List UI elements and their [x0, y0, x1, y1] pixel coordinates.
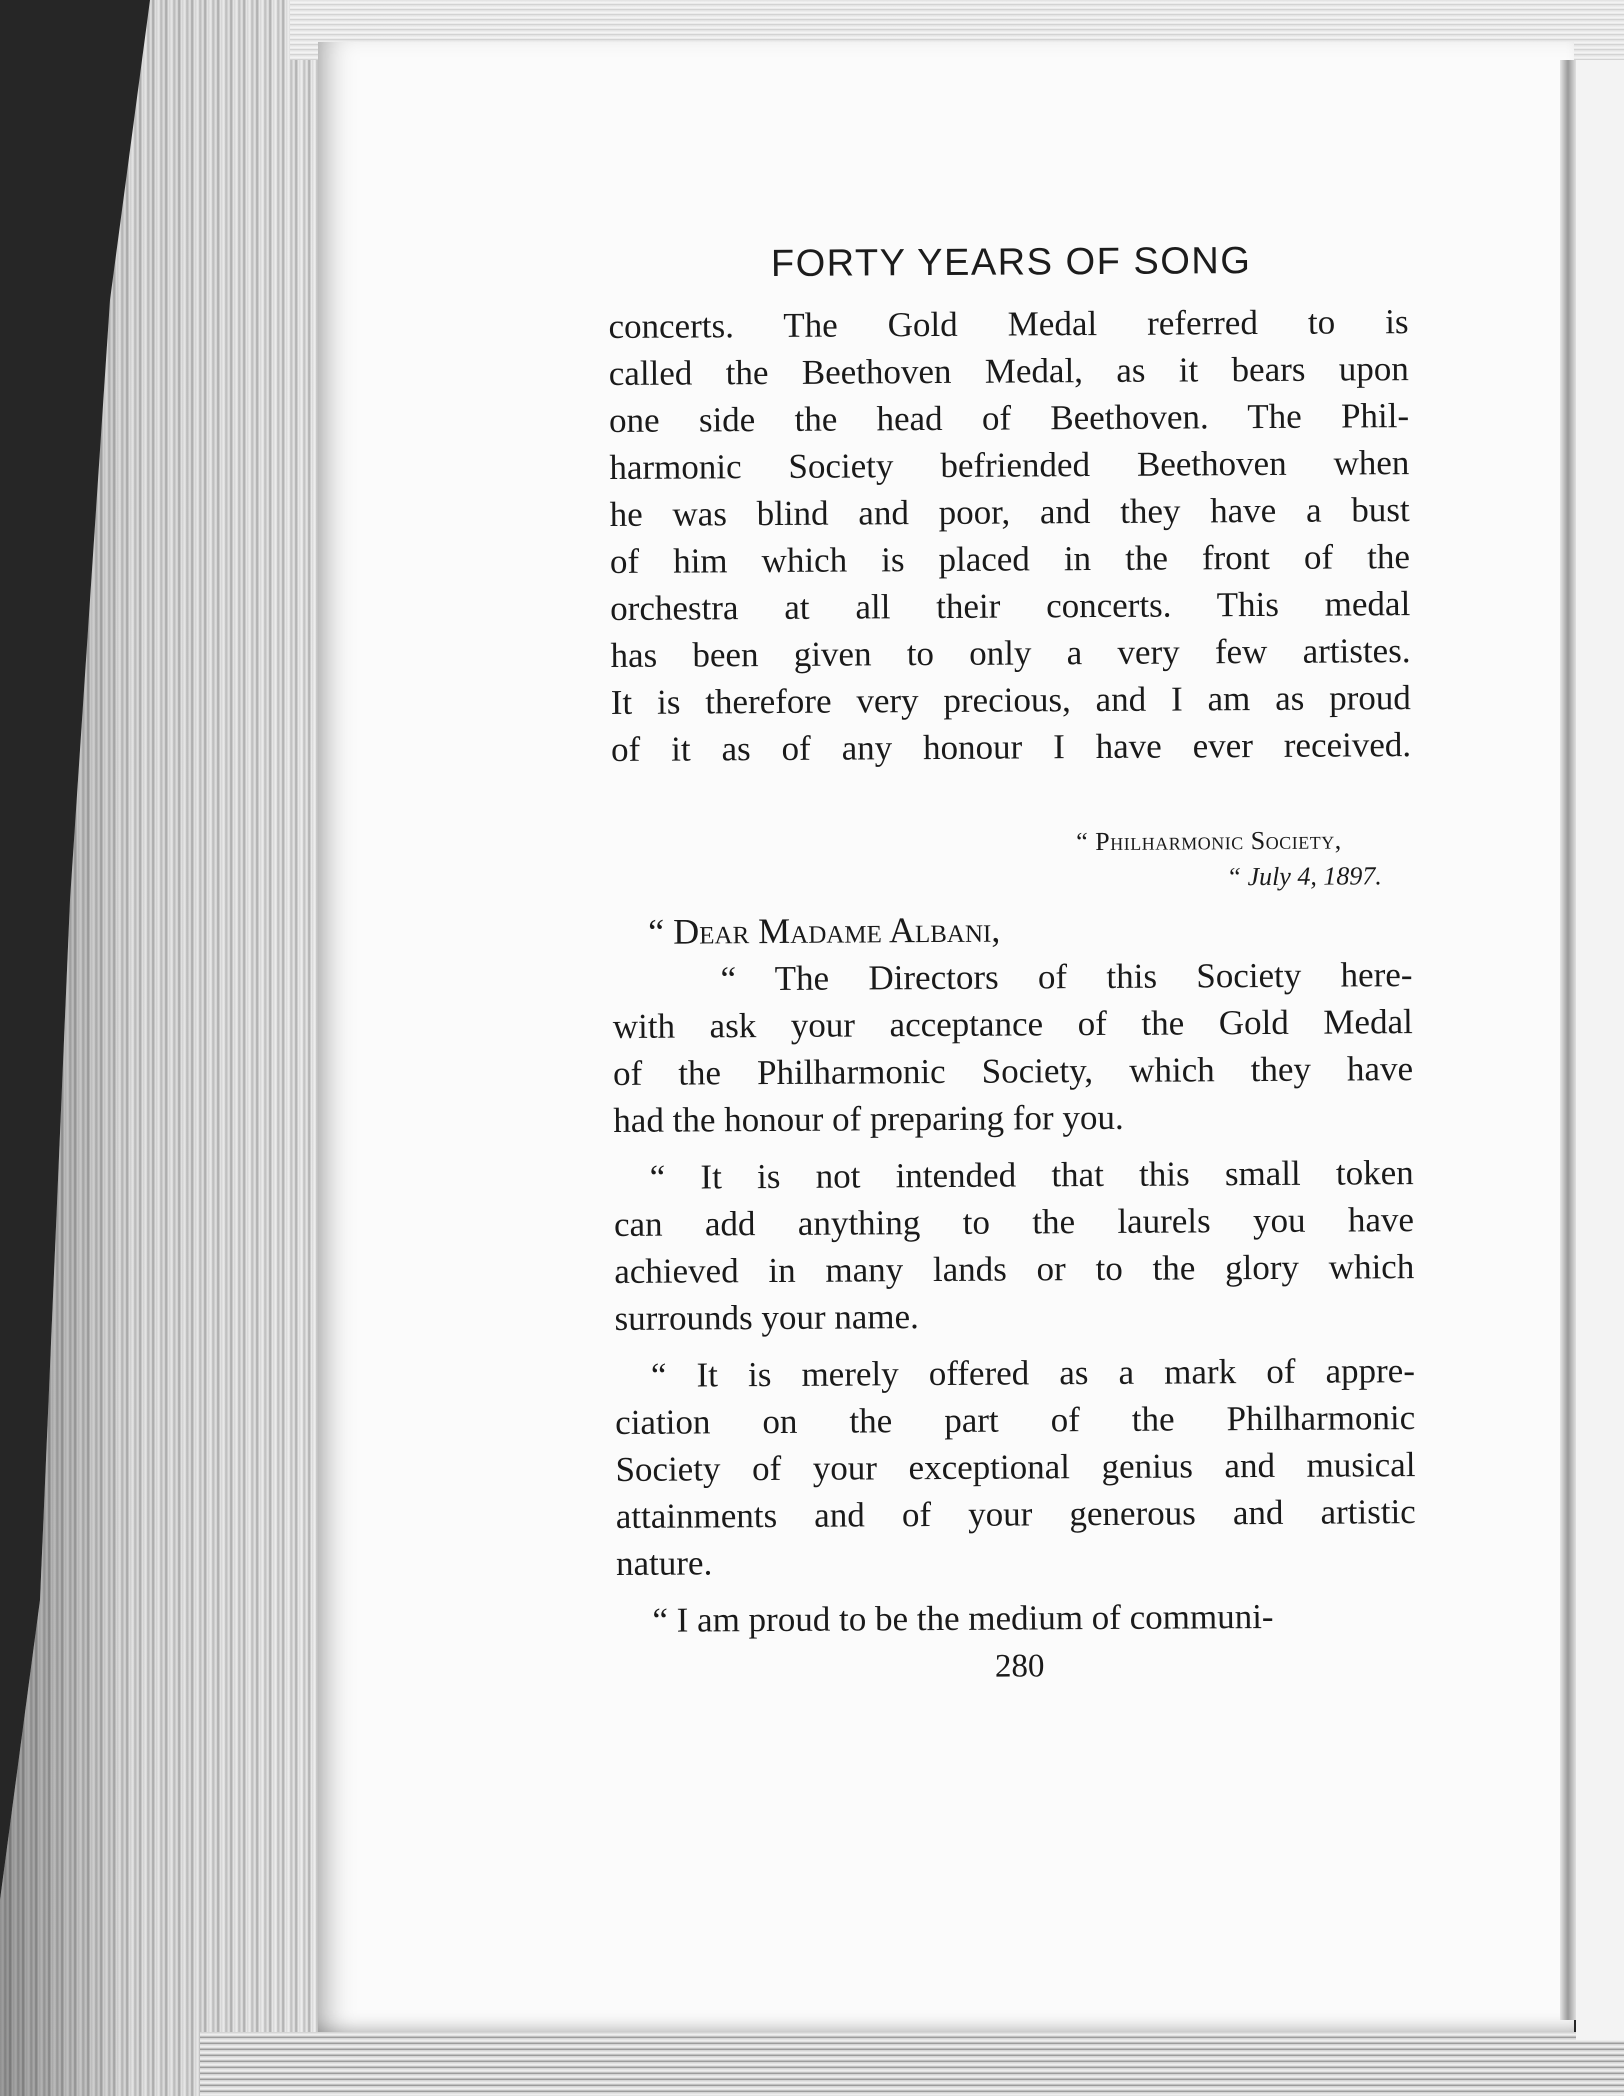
letter-paragraph: [612, 951, 1413, 1144]
text-line: with ask your acceptance of the Gold Medal: [612, 1002, 1413, 1046]
page-text: [608, 237, 1417, 1693]
text-line: called the Beethoven Medal, as it bears upon: [608, 349, 1409, 393]
text-line: concerts. The Gold Medal referred to is: [608, 302, 1409, 346]
letter-dateline-place: “ Philharmonic Society,: [1076, 825, 1342, 857]
text-line: of him which is placed in the front of the: [609, 537, 1411, 581]
letter-date: “ July 4, 1897.: [1226, 861, 1382, 892]
gutter: [1560, 60, 1576, 2020]
letter-dateline-date: [612, 858, 1412, 899]
letter-paragraph: [616, 1592, 1416, 1644]
letter-salutation: “ Dear Madame Albani,: [648, 909, 1001, 952]
text-line: It is therefore very precious, and I am as proud: [610, 678, 1411, 722]
text-line: orchestra at all their concerts. This medal: [610, 584, 1411, 628]
text-line: achieved in many lands or to the glory which: [614, 1247, 1415, 1291]
letter-paragraph: [614, 1149, 1415, 1342]
text-line: “ The Directors of this Society here-: [720, 955, 1413, 999]
text-line: “ It is not intended that this small token: [649, 1153, 1414, 1197]
page-number: 280: [994, 1648, 1045, 1685]
text-line: nature.: [615, 1543, 713, 1583]
text-line: of it as of any honour I have ever received.: [610, 725, 1412, 769]
running-head: FORTY YEARS OF SONG: [770, 240, 1252, 286]
text-line: had the honour of preparing for you.: [613, 1097, 1124, 1140]
text-line: ciation on the part of the Philharmonic: [615, 1398, 1416, 1442]
text-line: of the Philharmonic Society, which they have: [612, 1049, 1414, 1093]
text-line: he was blind and poor, and they have a bust: [609, 490, 1410, 534]
page-edges-bottom: [200, 2032, 1624, 2096]
text-line: harmonic Society befriended Beethoven when: [609, 443, 1410, 487]
text-line: can add anything to the laurels you have: [613, 1200, 1415, 1244]
letter-paragraph: [615, 1347, 1416, 1587]
text-line: surrounds your name.: [614, 1297, 919, 1338]
text-line: “ It is merely offered as a mark of appre-: [650, 1351, 1416, 1395]
text-line: “ I am proud to be the medium of communi-: [652, 1596, 1274, 1640]
text-line: has been given to only a very few artistes.: [610, 631, 1411, 675]
text-line: Society of your exceptional genius and musical: [615, 1445, 1416, 1489]
text-line: attainments and of your generous and artistic: [615, 1492, 1416, 1536]
text-line: one side the head of Beethoven. The Phil-: [608, 396, 1410, 440]
facing-page: [1576, 60, 1624, 2040]
paragraph: [608, 298, 1411, 773]
